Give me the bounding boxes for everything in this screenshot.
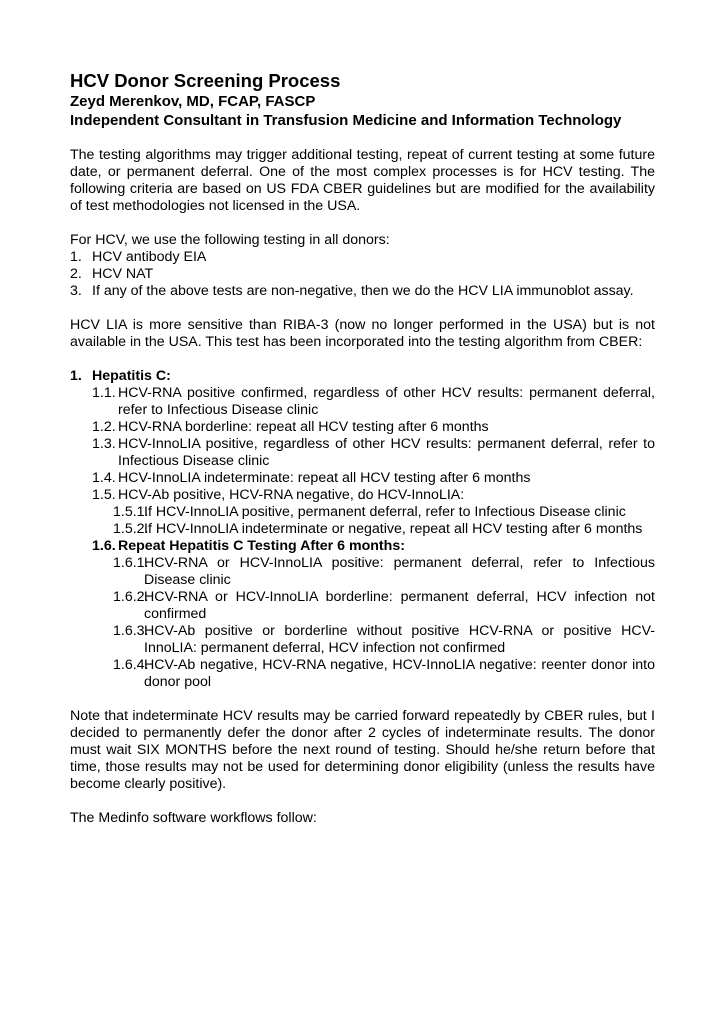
section-heading: Hepatitis C:	[92, 368, 171, 384]
list-item	[92, 385, 655, 419]
intro-paragraph: The testing algorithms may trigger additional testing, repeat of current testing at some future date, or permanent deferral. One of the most complex processes is for HCV testing. The following criteria are based on US FDA CBER guidelines but are modified for the availability of test methodologies not licensed in the USA.	[70, 147, 655, 214]
list-text: If HCV-InnoLIA positive, permanent deferral, refer to Infectious Disease clinic	[144, 504, 626, 520]
list-text: HCV NAT	[92, 266, 154, 282]
list-item	[92, 419, 655, 436]
list-item	[113, 555, 655, 589]
list-item	[113, 657, 655, 691]
list-text: If any of the above tests are non-negative, then we do the HCV LIA immunoblot assay.	[92, 283, 634, 299]
list-number: 1.	[70, 249, 82, 265]
list-item	[113, 589, 655, 623]
list-text: HCV-InnoLIA positive, regardless of other HCV results: permanent deferral, refer to Infectious Disease clinic	[118, 436, 655, 469]
list-item	[70, 266, 655, 283]
list-text: HCV-InnoLIA indeterminate: repeat all HCV testing after 6 months	[118, 470, 531, 486]
list-text: HCV-RNA positive confirmed, regardless of other HCV results: permanent deferral, refer to Infectious Disease clinic	[118, 385, 655, 418]
list-item	[113, 504, 655, 521]
list-item	[92, 487, 655, 504]
list-text: HCV antibody EIA	[92, 249, 207, 265]
list-number: 2.	[70, 266, 82, 282]
list-number: 1.6.4.	[113, 657, 149, 673]
list-text: HCV-RNA or HCV-InnoLIA positive: permanent deferral, refer to Infectious Disease clinic	[144, 555, 655, 588]
lia-paragraph: HCV LIA is more sensitive than RIBA-3 (now no longer performed in the USA) but is not available in the USA. This test has been incorporated into the testing algorithm from CBER:	[70, 317, 655, 350]
document-title: HCV Donor Screening Process	[70, 70, 341, 91]
list-number: 3.	[70, 283, 82, 299]
subsection-heading: Repeat Hepatitis C Testing After 6 months:	[118, 538, 405, 554]
list-item	[92, 436, 655, 470]
algorithm-list	[70, 368, 655, 691]
list-number: 1.5.	[92, 487, 116, 503]
list-text: HCV-Ab positive or borderline without positive HCV-RNA or positive HCV-InnoLIA: permanent deferral, HCV infection not confirmed	[144, 623, 655, 656]
list-item	[70, 283, 655, 300]
list-text: HCV-RNA borderline: repeat all HCV testing after 6 months	[118, 419, 489, 435]
list-item	[92, 538, 655, 555]
list-item	[113, 521, 655, 538]
list-text: HCV-Ab negative, HCV-RNA negative, HCV-InnoLIA negative: reenter donor into donor pool	[144, 657, 655, 690]
list-item	[70, 249, 655, 266]
list-number: 1.2.	[92, 419, 116, 435]
algorithm-heading	[70, 368, 655, 385]
list-number: 1.6.2.	[113, 589, 149, 605]
list-number: 1.6.	[92, 538, 116, 554]
list-number: 1.6.1.	[113, 555, 149, 571]
list-number: 1.3.	[92, 436, 116, 452]
list-item	[92, 470, 655, 487]
affiliation-line: Independent Consultant in Transfusion Medicine and Information Technology	[70, 112, 622, 129]
document-page	[70, 70, 655, 827]
list-number: 1.	[70, 368, 82, 384]
list-item	[113, 623, 655, 657]
list-number: 1.4.	[92, 470, 116, 486]
author-line: Zeyd Merenkov, MD, FCAP, FASCP	[70, 93, 316, 110]
list-text: HCV-RNA or HCV-InnoLIA borderline: permanent deferral, HCV infection not confirmed	[144, 589, 655, 622]
list-number: 1.5.1.	[113, 504, 149, 520]
list-text: HCV-Ab positive, HCV-RNA negative, do HCV-InnoLIA:	[118, 487, 465, 503]
testing-list	[70, 249, 655, 300]
testing-lead: For HCV, we use the following testing in all donors:	[70, 232, 390, 248]
list-number: 1.5.2.	[113, 521, 149, 537]
list-number: 1.1.	[92, 385, 116, 401]
closing-paragraph: The Medinfo software workflows follow:	[70, 810, 317, 826]
list-text: If HCV-InnoLIA indeterminate or negative, repeat all HCV testing after 6 months	[144, 521, 643, 537]
note-paragraph: Note that indeterminate HCV results may be carried forward repeatedly by CBER rules, but I decided to permanently defer the donor after 2 cycles of indeterminate results. The donor must wait SIX MONTHS before the next round of testing. Should he/she return before that time, those results may not be used for determining donor eligibility (unless the results have become clearly positive).	[70, 708, 655, 792]
list-number: 1.6.3.	[113, 623, 149, 639]
